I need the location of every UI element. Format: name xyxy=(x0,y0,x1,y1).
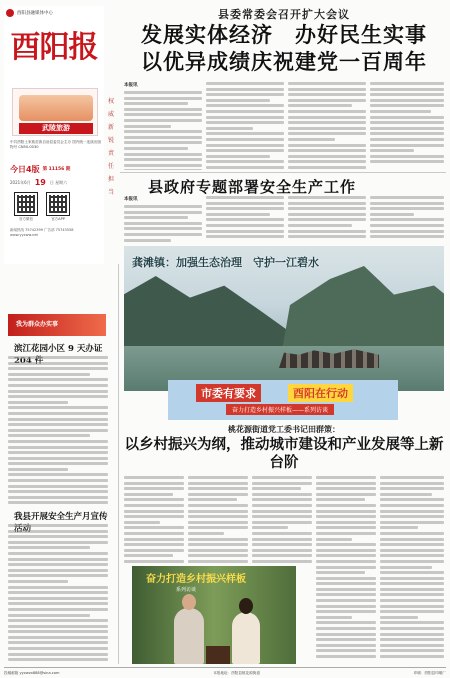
date-year: 2021年6月 xyxy=(10,179,31,185)
interview-title: 奋力打造乡村振兴样板 xyxy=(146,574,246,585)
date-weekday: 日 星期六 xyxy=(49,179,68,185)
second-body-col2 xyxy=(206,196,284,242)
photo-interview[interactable] xyxy=(132,566,296,664)
lead-body-col2 xyxy=(206,82,284,170)
sidebar-promo[interactable]: 我为群众办实事 xyxy=(8,314,106,336)
date-row xyxy=(10,162,102,176)
second-body-col4 xyxy=(370,196,444,242)
second-body-col3 xyxy=(288,196,366,242)
pages-today: 今日4版 xyxy=(10,164,40,174)
photo-river-gorge[interactable] xyxy=(124,246,444,391)
issue-number: 第 11156 期 xyxy=(42,167,71,172)
qr-code-1[interactable] xyxy=(14,192,38,216)
rule-vertical xyxy=(118,264,119,664)
interview-table xyxy=(206,646,230,664)
sidebar-body-2 xyxy=(8,524,108,662)
banner-sub: 奋力打造乡村振兴样板——系列访谈 xyxy=(226,404,334,415)
page-footer xyxy=(4,667,446,677)
sidebar-headline-1[interactable]: 滨江花园小区 9 天办证 xyxy=(14,344,103,354)
lead-byline: 本报讯 xyxy=(124,83,138,88)
lead-body-col4 xyxy=(370,82,444,170)
interviewee-figure xyxy=(174,608,204,664)
banner-left: 市委有要求 xyxy=(196,384,261,402)
interview-subtitle: 系列访谈 xyxy=(176,587,197,593)
second-headline[interactable]: 县政府专题部署安全生产工作 xyxy=(148,178,357,196)
banner-right: 酉阳在行动 xyxy=(288,384,353,402)
third-kicker: 桃花源街道党工委书记田群策： xyxy=(228,425,340,434)
second-body-col1 xyxy=(124,196,202,242)
masthead-contacts: 新闻热线 75742399 广告部 75743558 www.yyxww.net xyxy=(10,228,74,237)
date-day: 19 xyxy=(34,178,46,187)
third-body-col4 xyxy=(316,476,376,662)
issue-info: 中共酉阳土家族苗族自治县委员会主办 国内统一连续出版物号 CN50-0030 xyxy=(10,140,101,150)
footer-address: 本报地址：酉阳县桃花源街道 xyxy=(213,671,260,675)
masthead xyxy=(4,6,104,264)
second-byline: 本报讯 xyxy=(124,197,138,202)
photo-caption: 龚滩镇：加强生态治理 守护一江碧水 xyxy=(132,256,319,269)
paper-name-text: 酉阳报 xyxy=(10,30,98,65)
qr-code-2[interactable] xyxy=(46,192,70,216)
third-body-col3 xyxy=(252,476,312,564)
host-figure xyxy=(232,612,260,664)
publisher-logo-icon xyxy=(6,9,14,17)
lead-body-col3 xyxy=(288,82,366,170)
lead-body-col1 xyxy=(124,82,202,170)
supplement-label: 武陵旅游 xyxy=(19,123,93,134)
lead-kicker: 县委常委会召开扩大会议 xyxy=(218,8,350,21)
sidebar-headline-2[interactable]: 我县开展安全生产月宣传 xyxy=(14,512,108,522)
sidebar-body-1 xyxy=(8,356,108,506)
publisher-logo-text: 酉阳县融媒体中心 xyxy=(17,11,53,16)
publish-date xyxy=(10,178,102,187)
series-banner xyxy=(168,380,398,420)
lead-headline-line1[interactable]: 发展实体经济 办好民生实事 xyxy=(141,22,427,47)
qr-caption-2: 官方APP xyxy=(51,217,65,221)
footer-email: 投稿邮箱 yyxwzx888@sina.com xyxy=(4,671,60,675)
third-body-col5 xyxy=(380,476,444,662)
qr-caption-1: 官方微信 xyxy=(19,217,33,221)
rule-1 xyxy=(120,172,446,173)
supplement-badge xyxy=(12,88,98,136)
side-slogan: 权威 新锐 责任 担当 xyxy=(107,98,114,196)
publisher-logo xyxy=(6,8,102,18)
third-headline[interactable]: 以乡村振兴为纲，推动城市建设和产业发展等上新台阶 xyxy=(124,436,444,471)
third-body-col1 xyxy=(124,476,184,564)
paper-name xyxy=(8,20,100,76)
lead-headline-line2[interactable]: 以优异成绩庆祝建党一百周年 xyxy=(141,49,427,74)
supplement-badge-art xyxy=(19,95,93,121)
third-body-col2 xyxy=(188,476,248,564)
footer-printer: 印刷：酉阳县印刷厂 xyxy=(413,671,446,675)
